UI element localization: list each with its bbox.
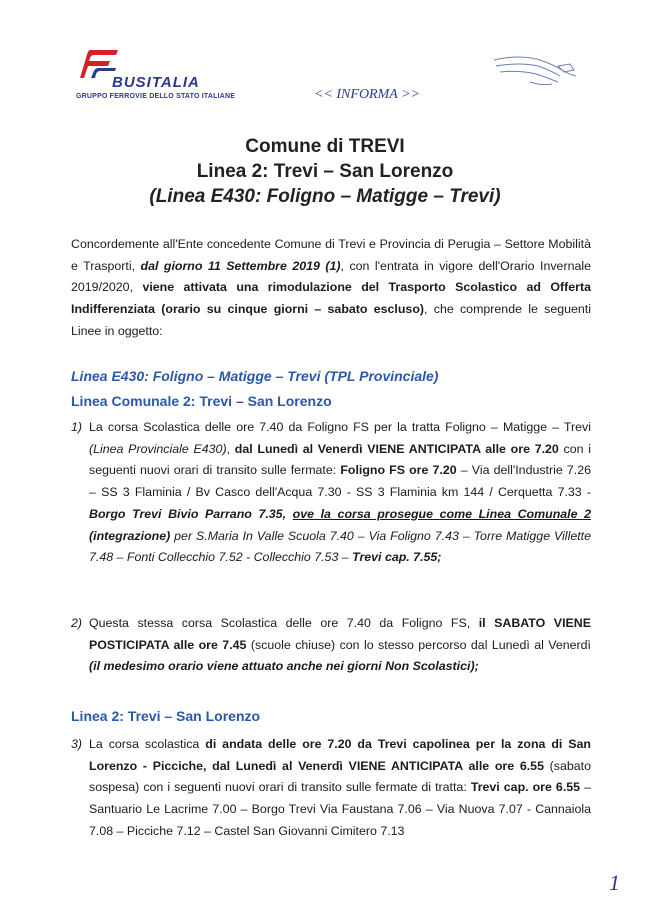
intro-text-a: Concordemente all'Ente concedente Comune di Trevi e Provincia di Perugia – Settore Mobilità e Trasporti, xyxy=(71,237,591,273)
item1-text-h: Borgo Trevi Bivio Parrano 7.35, xyxy=(89,506,293,521)
intro-text-c: , con l'entrata in vigore dell'Orario Invernale 2019/2020, xyxy=(71,258,592,295)
list-item-2 xyxy=(71,613,591,678)
item1-text-d: dal Lunedì al Venerdì VIENE ANTICIPATA alle ore 7.20 xyxy=(234,441,559,456)
item1-text-i: ove la corsa prosegue come Linea Comunale 2 xyxy=(292,506,591,521)
item1-text-j: (integrazione) xyxy=(89,528,171,543)
list-item-number: 1) xyxy=(71,420,83,434)
umbria-region-logo-icon xyxy=(490,52,580,90)
busitalia-logo xyxy=(72,46,252,106)
list-item-3 xyxy=(71,734,591,843)
item3-text-e: – Santuario Le Lacrime 7.00 – Borgo Trevi Via Faustana 7.06 – Via Nuova 7.07 - Cannaiola 7.08 – Picciche 7.12 – Castel San Giovanni Cimitero 7.13 xyxy=(89,780,591,838)
informa-label: << INFORMA >> xyxy=(314,87,420,102)
item1-text-k: per S.Maria In Valle Scuola 7.40 – Via Foligno 7.43 – Torre Matigge Villette 7.48 – Fonti Collecchio 7.52 - Collecchio 7.53 – xyxy=(89,528,591,565)
heading-linea-e430: Linea E430: Foligno – Matigge – Trevi (TPL Provinciale) xyxy=(71,368,439,384)
item1-text-f: Foligno FS ore 7.20 xyxy=(340,463,457,478)
item2-text-c: (scuole chiuse) con lo stesso percorso dal Lunedì al Venerdì xyxy=(246,637,591,652)
item3-text-a: La corsa scolastica xyxy=(89,737,206,751)
list-item-1 xyxy=(71,417,591,569)
title-linea: Linea 2: Trevi – San Lorenzo xyxy=(196,161,454,182)
item1-text-a: La corsa Scolastica delle ore 7.40 da Foligno FS per la tratta Foligno – Matigge – Trevi xyxy=(89,420,591,434)
item1-text-l: Trevi cap. 7.55; xyxy=(352,550,442,565)
heading-linea-2: Linea 2: Trevi – San Lorenzo xyxy=(71,708,261,724)
list-item-number: 2) xyxy=(71,616,83,630)
item1-text-c: , xyxy=(226,441,235,456)
item2-text-d: (il medesimo orario viene attuato anche nei giorni Non Scolastici); xyxy=(89,659,479,674)
brand-name: BUSITALIA xyxy=(112,74,200,91)
intro-highlight: viene attivata una rimodulazione del Trasporto Scolastico ad Offerta Indifferenziata (orario su cinque giorni – sabato escluso) xyxy=(71,280,591,317)
item3-text-c: (sabato sospesa) con i seguenti nuovi orari di transito sulle fermate di tratta: xyxy=(89,758,591,795)
intro-date: dal giorno 11 Settembre 2019 (1) xyxy=(140,258,341,273)
item1-text-e: con i seguenti nuovi orari di transito sulle fermate: xyxy=(89,441,592,478)
title-comune: Comune di TREVI xyxy=(245,136,405,157)
intro-text-e: , che comprende le seguenti Linee in oggetto: xyxy=(71,302,592,338)
page-number: 1 xyxy=(609,870,620,895)
item1-text-g: – Via dell'Industrie 7.26 – SS 3 Flaminia / Bv Casco dell'Acqua 7.30 - SS 3 Flaminia km 144 / Cerquetta 7.33 - xyxy=(89,463,591,500)
heading-linea-comunale-2: Linea Comunale 2: Trevi – San Lorenzo xyxy=(71,393,332,409)
item2-text-a: Questa stessa corsa Scolastica delle ore 7.40 da Foligno FS, xyxy=(89,616,479,630)
item1-text-b: (Linea Provinciale E430) xyxy=(89,441,227,456)
intro-paragraph xyxy=(71,234,591,343)
brand-subtitle: GRUPPO FERROVIE DELLO STATO ITALIANE xyxy=(76,93,236,100)
item3-text-b: di andata delle ore 7.20 da Trevi capolinea per la zona di San Lorenzo - Picciche, dal Lunedì al Venerdì VIENE ANTICIPATA alle ore 6.55 xyxy=(89,737,592,773)
title-linea-e430: (Linea E430: Foligno – Matigge – Trevi) xyxy=(149,186,501,207)
item3-text-d: Trevi cap. ore 6.55 xyxy=(470,780,581,795)
list-item-number: 3) xyxy=(71,737,83,751)
item2-text-b: il SABATO VIENE POSTICIPATA alle ore 7.45 xyxy=(89,616,591,652)
